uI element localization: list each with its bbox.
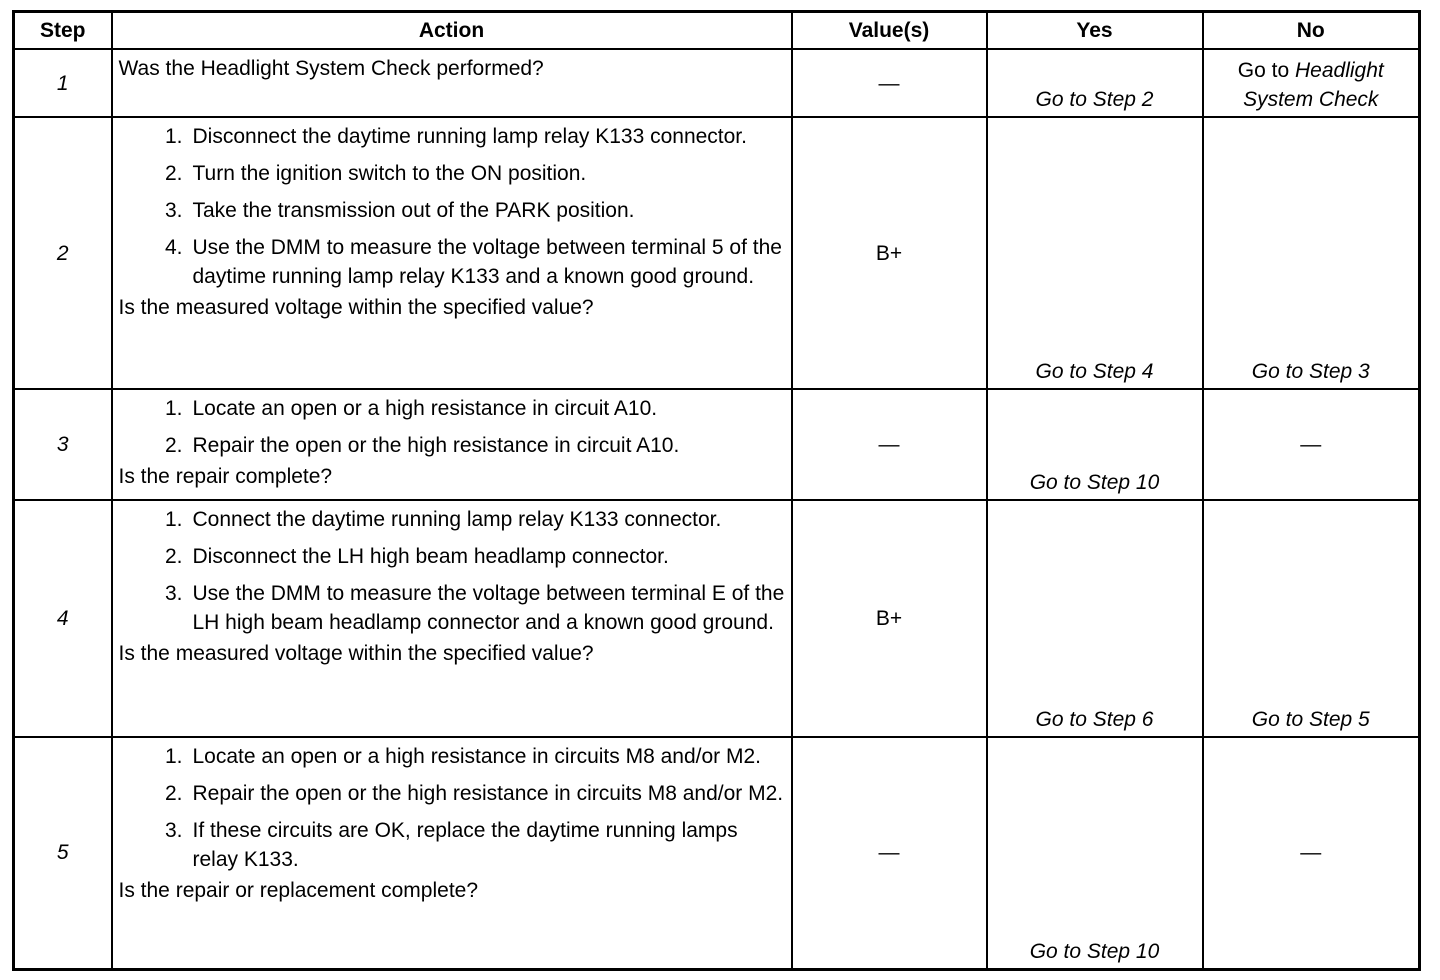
header-row [14,12,1420,50]
action-cell [112,117,792,389]
action-cell [112,389,792,500]
header-step: Step [14,12,112,50]
table-row [14,500,1420,737]
action-question: Is the measured voltage within the specified value? [118,296,594,319]
table-row [14,737,1420,969]
list-item: 3. If these circuits are OK, replace the daytime running lamps relay K133. [164,819,738,871]
action-question: Is the measured voltage within the specified value? [118,642,594,665]
list-item: 4. Use the DMM to measure the voltage between terminal 5 of the daytime running lamp relay K133 and a known good ground. [164,236,782,288]
action-cell [112,500,792,737]
list-item: 3. Use the DMM to measure the voltage between terminal E of the LH high beam headlamp connector and a known good ground. [164,582,785,634]
action-list [119,505,785,637]
list-item: 3. Take the transmission out of the PARK position. [164,199,635,222]
no-link[interactable]: Go to Step 5 [1203,500,1420,737]
list-item: 1. Disconnect the daytime running lamp relay K133 connector. [164,125,747,148]
list-item: 1. Connect the daytime running lamp relay K133 connector. [164,508,722,531]
table-row [14,49,1420,117]
yes-link[interactable]: Go to Step 10 [987,737,1203,969]
header-yes: Yes [987,12,1203,50]
yes-link[interactable]: Go to Step 10 [987,389,1203,500]
list-item: 2. Disconnect the LH high beam headlamp connector. [164,545,669,568]
no-italic-part: Headlight [1294,59,1384,82]
no-prefix: Go to [1237,59,1290,82]
yes-link[interactable]: Go to Step 2 [987,49,1203,117]
header-values: Value(s) [792,12,987,50]
step-number: 4 [14,500,112,737]
value-cell: — [792,737,987,969]
no-link[interactable] [1203,49,1420,117]
step-number: 1 [14,49,112,117]
list-item: 2. Repair the open or the high resistance in circuits M8 and/or M2. [164,782,784,805]
step-number: 5 [14,737,112,969]
list-item: 2. Repair the open or the high resistance in circuit A10. [164,434,680,457]
step-number: 3 [14,389,112,500]
action-list [119,122,785,291]
no-link[interactable]: Go to Step 3 [1203,117,1420,389]
step-number: 2 [14,117,112,389]
value-cell: — [792,389,987,500]
table-row [14,389,1420,500]
value-cell: B+ [792,117,987,389]
header-no: No [1203,12,1420,50]
action-cell [112,737,792,969]
diagnostic-table [12,10,1421,971]
no-italic-part: System Check [1243,88,1379,111]
list-item: 1. Locate an open or a high resistance in circuit A10. [164,397,658,420]
action-question: Is the repair or replacement complete? [118,879,479,902]
value-cell: — [792,49,987,117]
yes-link[interactable]: Go to Step 6 [987,500,1203,737]
list-item: 2. Turn the ignition switch to the ON position. [164,162,587,185]
header-action: Action [112,12,792,50]
action-question: Is the repair complete? [118,465,333,488]
action-cell [112,49,792,117]
value-cell: B+ [792,500,987,737]
table-row [14,117,1420,389]
action-list [119,742,785,874]
no-link: — [1203,389,1420,500]
no-link: — [1203,737,1420,969]
action-list [119,394,785,460]
list-item: 1. Locate an open or a high resistance in circuits M8 and/or M2. [164,745,761,768]
action-question: Was the Headlight System Check performed? [118,57,544,80]
yes-link[interactable]: Go to Step 4 [987,117,1203,389]
